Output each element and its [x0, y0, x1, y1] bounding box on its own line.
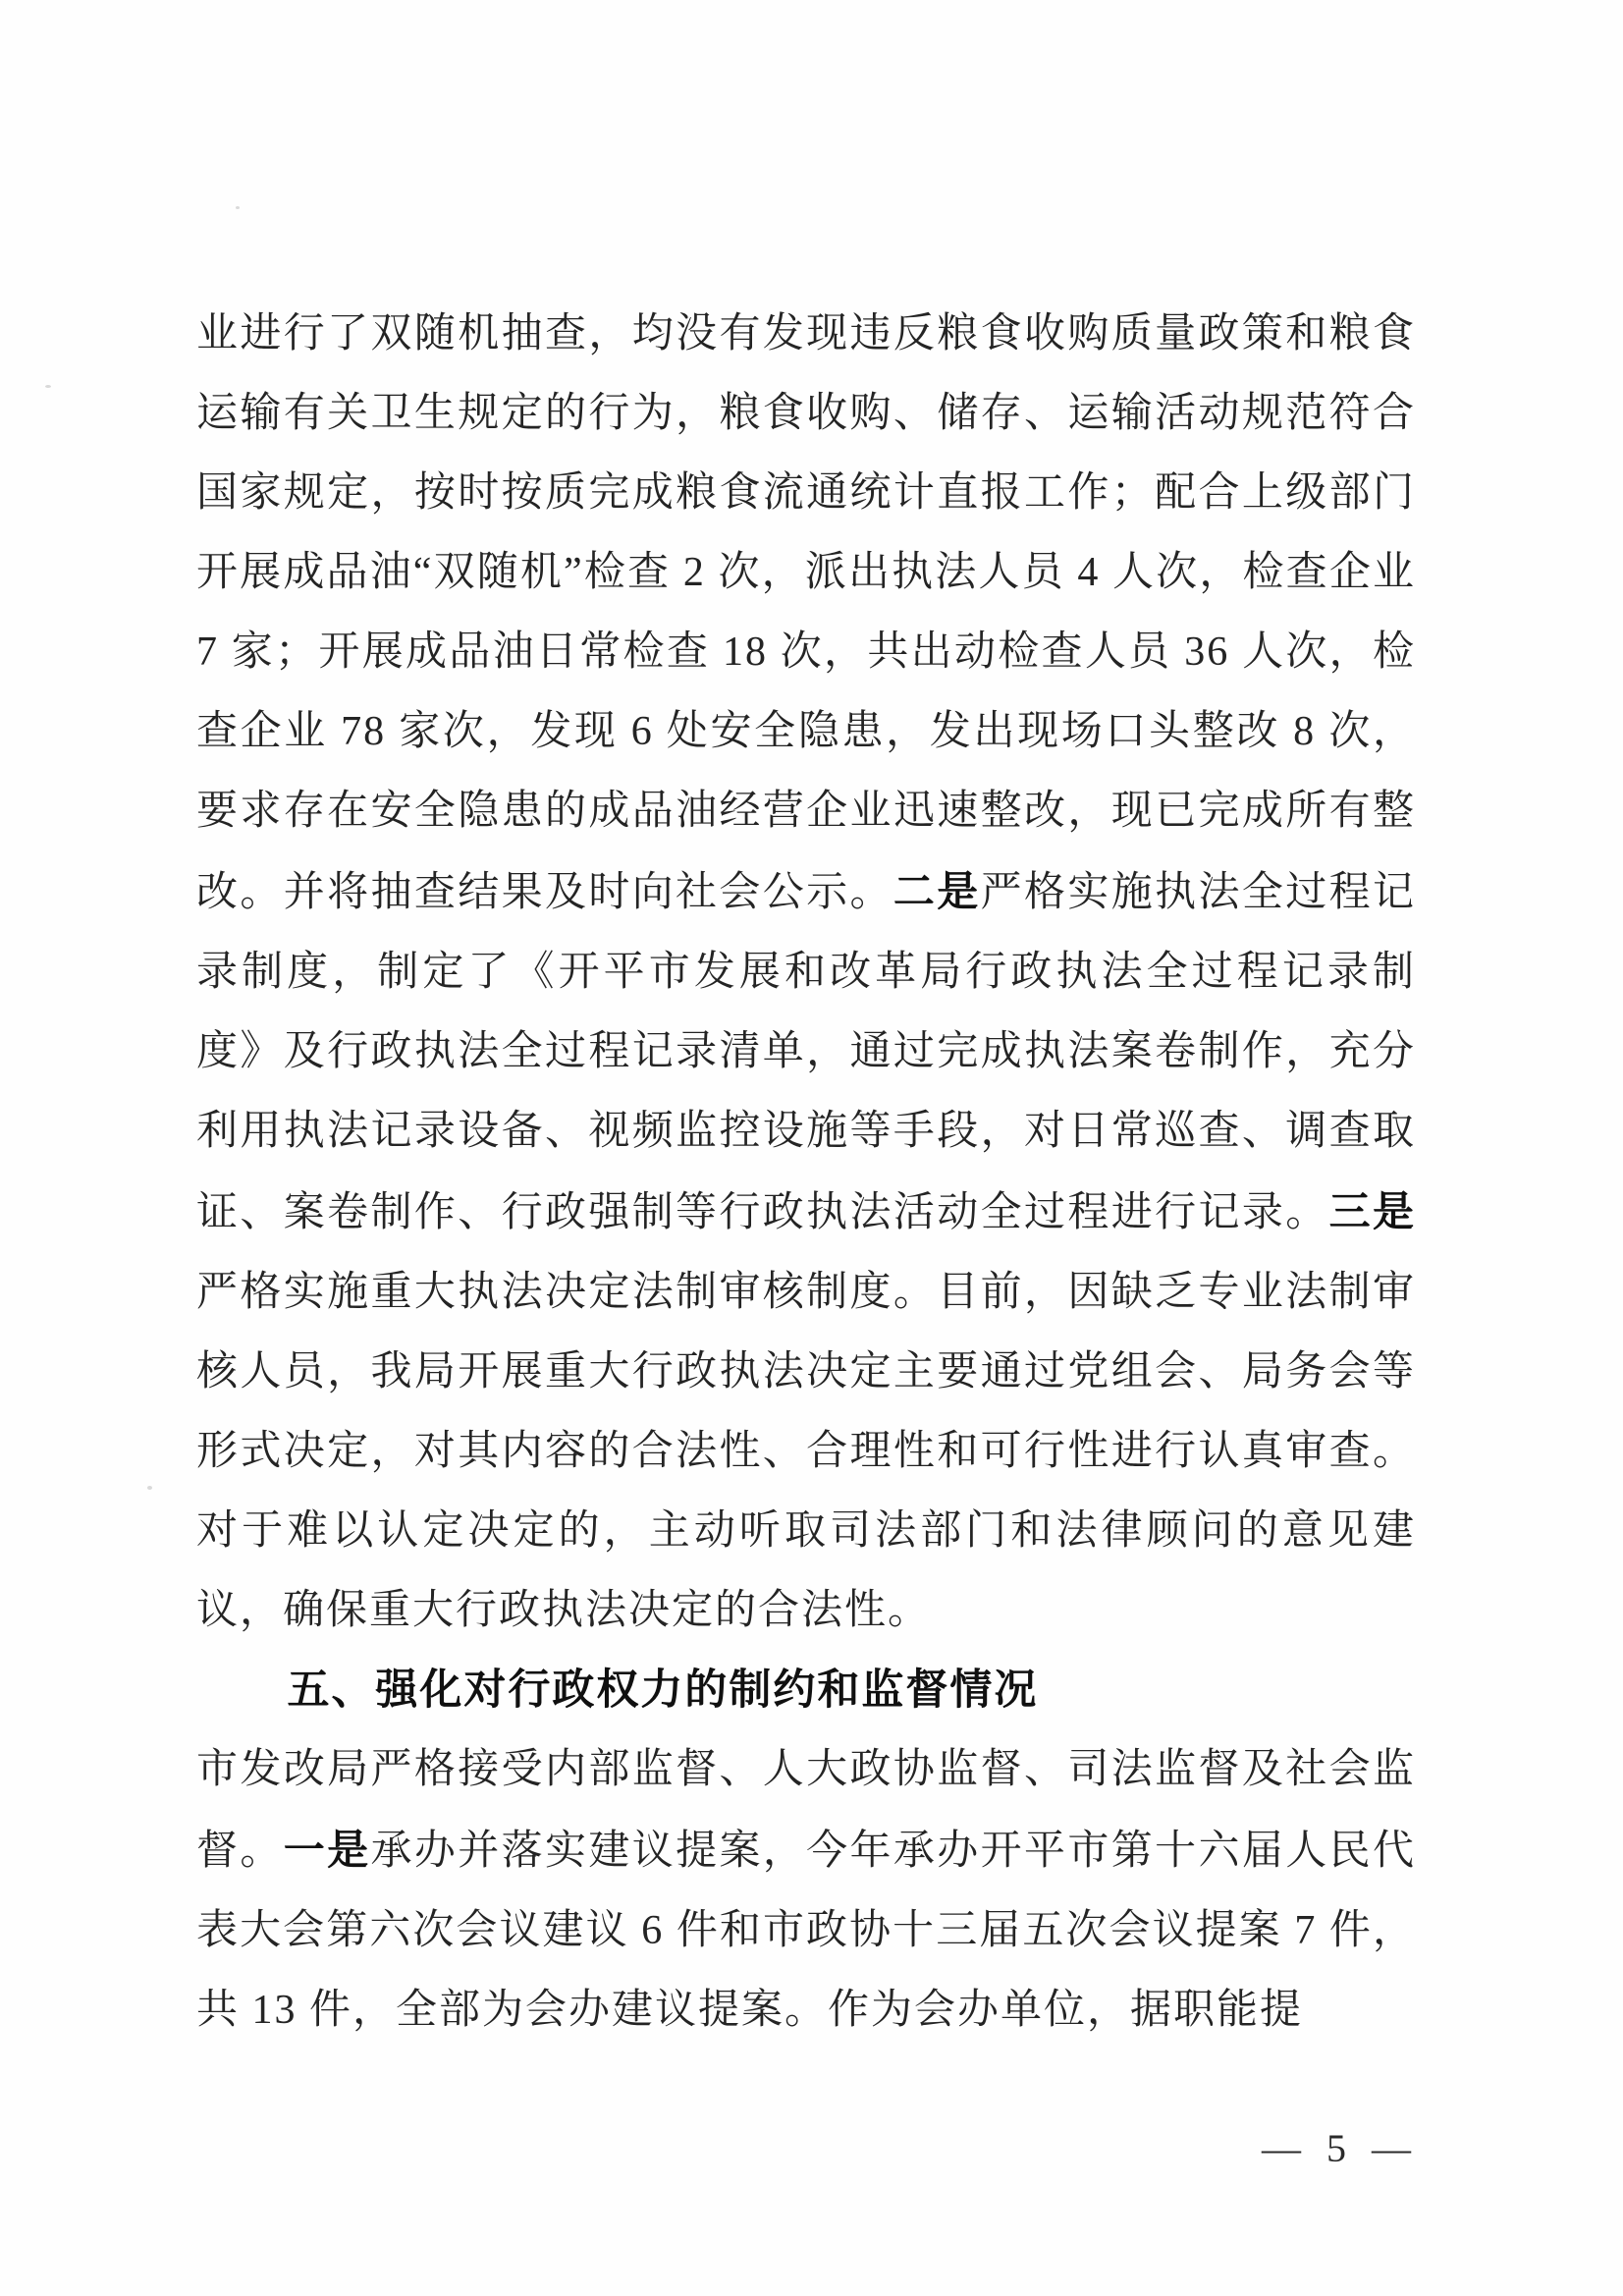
section-heading: 五、强化对行政权力的制约和监督情况: [287, 1667, 1039, 1714]
scan-speck: [236, 206, 240, 209]
page-number: — 5 —: [1262, 2126, 1419, 2170]
text-run: 业进行了双随机抽查，均没有发现违反粮食收购质量政策和粮食运输有关卫生规定的行为，粮食收购、储存、运输活动规范符合国家规定，按时按质完成粮食流通统计直报工作；配合上级部门开展成品油“双随机”检查 2 次，派出执法人员 4 人次，检查企业 7 家；开展成品油日常检查 18 次，共出动检查人员 36 人次，检查企业 78 家次，发现 6 处安全隐患，发出现场口头整改 8 次，要求存在安全隐患的成品油经营企业迅速整改，现已完成所有整改。并将抽查结果及时向社会公示。: [196, 311, 1416, 915]
bold-marker-run: 三是: [1328, 1188, 1416, 1234]
scan-speck: [45, 385, 51, 388]
text-run: 承办并落实建议提案，今年承办开平市第十六届人民代表大会第六次会议建议 6 件和市政协十三届五次会议提案 7 件，共 13 件，全部为会办建议提案。作为会办单位，据职能提: [196, 1829, 1416, 2033]
document-body: [196, 295, 1416, 2050]
text-run: 严格实施执法全过程记录制度，制定了《开平市发展和改革局行政执法全过程记录制度》及行政执法全过程记录清单，通过完成执法案卷制作，充分利用执法记录设备、视频监控设施等手段，对日常巡查、调查取证、案卷制作、行政强制等行政执法活动全过程进行记录。: [196, 870, 1416, 1235]
paragraph-continuation: [196, 295, 1416, 1651]
text-run: 市发改局严格接受内部监督、人大政协监督、司法监督及社会监督。: [196, 1747, 1416, 1874]
text-run: 严格实施重大执法决定法制审核制度。目前，因缺乏专业法制审核人员，我局开展重大行政执法决定主要通过党组会、局务会等形式决定，对其内容的合法性、合理性和可行性进行认真审查。对于难以认定决定的，主动听取司法部门和法律顾问的意见建议，确保重大行政执法决定的合法性。: [196, 1270, 1416, 1633]
paragraph: [196, 1730, 1416, 2050]
bold-marker-run: 一是: [283, 1827, 371, 1873]
scan-speck: [147, 1486, 152, 1490]
bold-marker-run: 二是: [893, 868, 981, 914]
